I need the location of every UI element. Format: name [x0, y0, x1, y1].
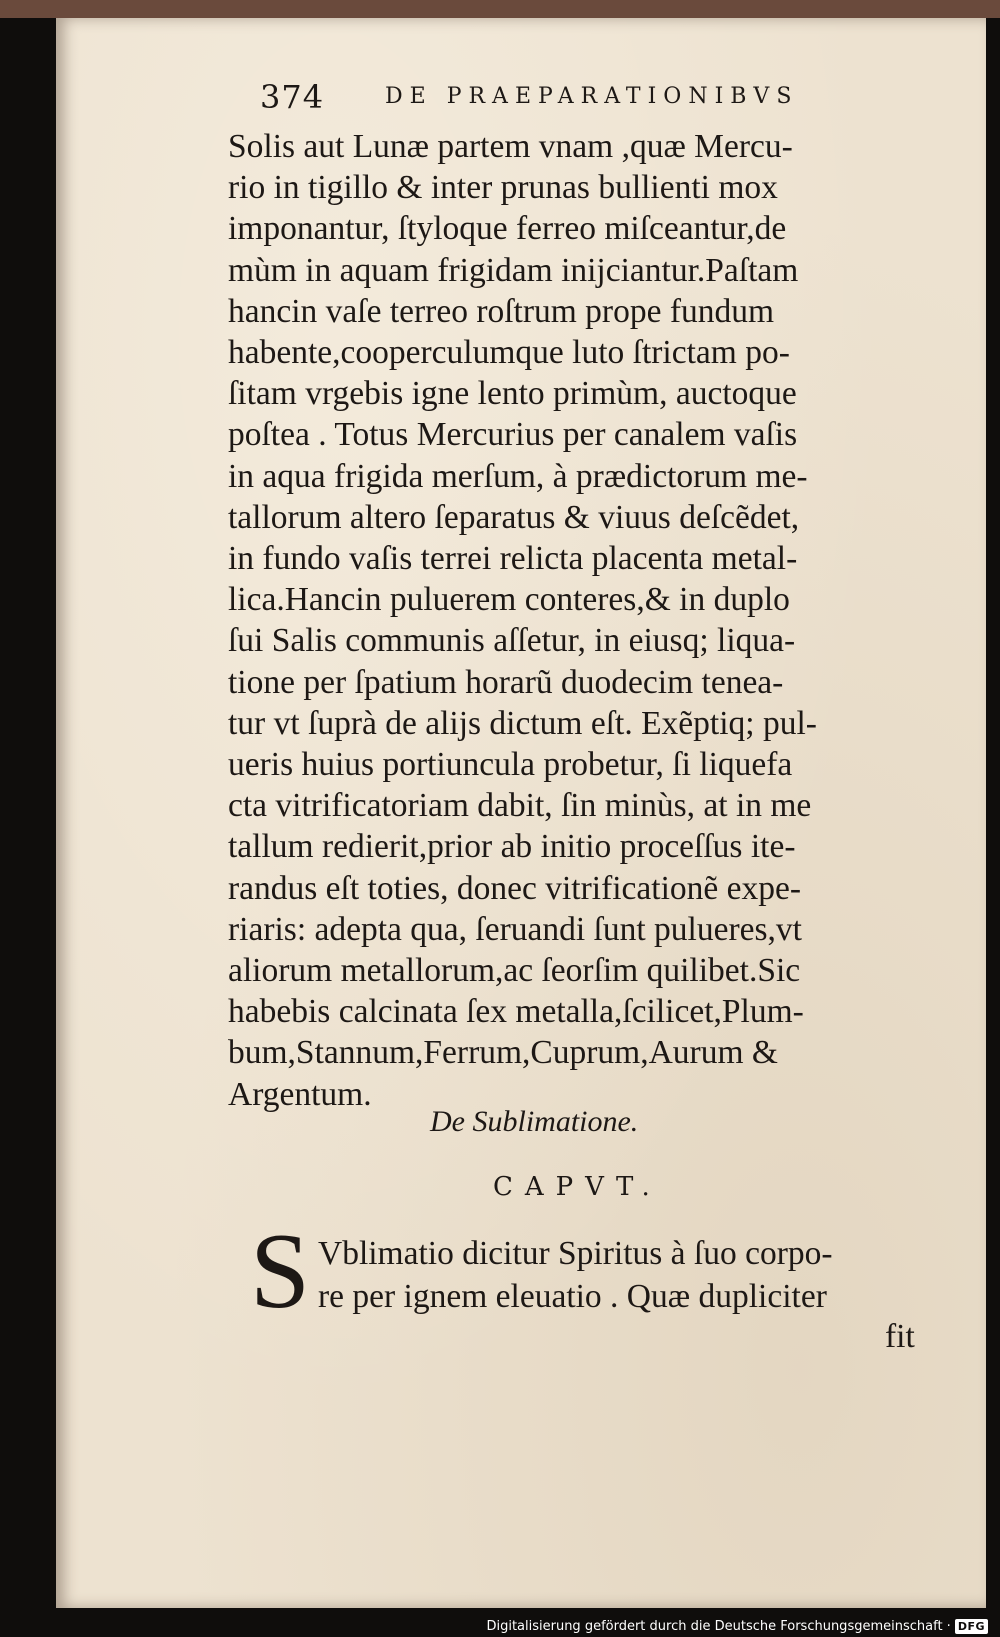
dfg-logo: DFG: [955, 1619, 988, 1634]
text-line: lica.Hancin puluerem conteres,& in duplo: [228, 581, 790, 619]
page-header: [260, 78, 860, 118]
digitization-footer: [486, 1619, 988, 1634]
text-line: Vblimatio dicitur Spiritus à ſuo corpo-: [318, 1235, 833, 1272]
body-text: [228, 126, 948, 1115]
catchword: fit: [885, 1318, 915, 1355]
text-line: ueris huius portiuncula probetur, ſi liquefa: [228, 746, 793, 784]
text-line: Solis aut Lunæ partem vnam ,quæ Mercu-: [228, 128, 793, 165]
section-subheading: De Sublimatione.: [430, 1105, 639, 1138]
text-line: in fundo vaſis terrei relicta placenta metal-: [228, 540, 798, 578]
chapter-text: [318, 1232, 948, 1318]
text-line: mùm in aquam frigidam inijciantur.Paſtam: [228, 251, 799, 289]
text-line: riaris: adepta qua, ſeruandi ſunt pulueres,vt: [228, 910, 802, 948]
text-line: in aqua frigida merſum, à prædictorum me-: [228, 457, 808, 495]
footer-credit: Digitalisierung gefördert durch die Deutsche Forschungsgemeinschaft ·: [486, 1619, 951, 1634]
text-line: rio in tigillo & inter prunas bullienti mox: [228, 169, 778, 207]
text-line: habente,cooperculumque luto ſtrictam po-: [228, 334, 790, 372]
chapter-heading: CAPVT.: [493, 1172, 662, 1202]
text-line: ſui Salis communis aſſetur, in eiusq; liqua-: [228, 622, 796, 660]
text-line: tallorum altero ſeparatus & viuus deſcẽdet,: [228, 498, 800, 536]
text-line: cta vitrificatoriam dabit, ſin minùs, at in me: [228, 787, 812, 825]
text-line: hancin vaſe terreo roſtrum prope fundum: [228, 292, 775, 330]
text-line: habebis calcinata ſex metalla,ſcilicet,Plum-: [228, 993, 804, 1031]
text-line: poſtea . Totus Mercurius per canalem vaſis: [228, 416, 798, 454]
drop-cap: S: [250, 1212, 311, 1331]
text-line: imponantur, ſtyloque ferreo miſceantur,de: [228, 210, 787, 248]
text-line: randus eſt toties, donec vitrificationẽ expe-: [228, 869, 802, 907]
scan-top-edge: [0, 0, 1000, 18]
text-line: re per ignem eleuatio . Quæ dupliciter: [318, 1278, 827, 1315]
page-number: 374: [260, 78, 325, 116]
running-head: DE PRAEPARATIONIBVS: [385, 84, 799, 109]
text-line: bum,Stannum,Ferrum,Cuprum,Aurum &: [228, 1034, 778, 1072]
text-line: ſitam vrgebis igne lento primùm, auctoque: [228, 375, 797, 413]
text-line: tione per ſpatium horarũ duodecim tenea-: [228, 663, 784, 701]
text-line: tallum redierit,prior ab initio proceſſus ite-: [228, 828, 796, 866]
text-line: Argentum.: [228, 1075, 372, 1113]
text-line: aliorum metallorum,ac ſeorſim quilibet.Sic: [228, 952, 801, 990]
text-line: tur vt ſuprà de alijs dictum eſt. Exẽptiq; pul-: [228, 704, 817, 742]
